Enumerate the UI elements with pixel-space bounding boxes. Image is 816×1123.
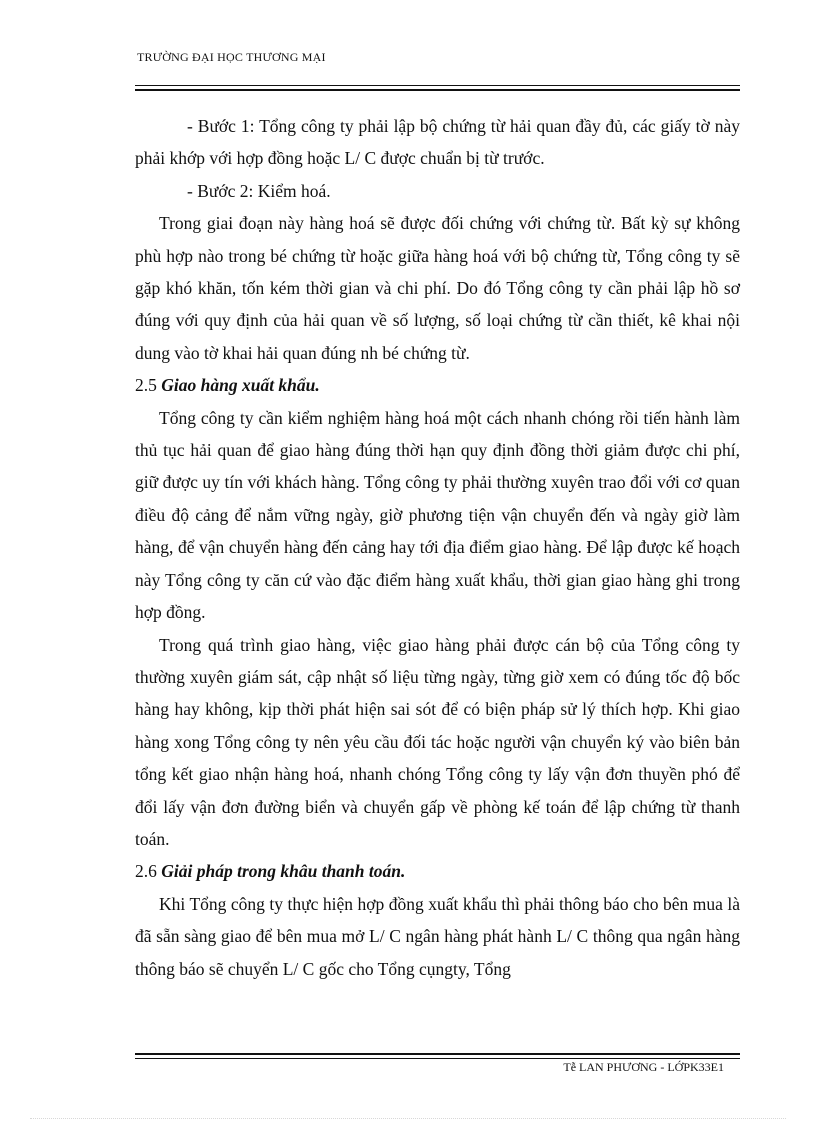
paragraph-3: Trong quá trình giao hàng, việc giao hàng phải được cán bộ của Tổng công ty thường xuyên giám sát, cập nhật số liệu từng ngày, từng giờ xem có đúng tốc độ bốc hàng hay không, kịp thời phát hiện sai sót để có biện pháp sử lý thích hợp. Khi giao hàng xong Tổng công ty nên yêu cầu đối tác hoặc người vận chuyển ký vào biên bản tổng kết giao nhận hàng hoá, nhanh chóng Tổng công ty lấy vận đơn thuyền phó để đổi lấy vận đơn đường biển và chuyển gấp về phòng kế toán để lập chứng từ thanh toán. bbox=[135, 634, 740, 849]
heading-number: 2.6 bbox=[135, 861, 157, 882]
footer-rule-bottom bbox=[135, 1058, 740, 1059]
footer-rule-top bbox=[135, 1053, 740, 1055]
document-body bbox=[135, 110, 740, 985]
step-2: - Bước 2: Kiểm hoá. bbox=[187, 180, 331, 201]
page-edge-dots bbox=[30, 1118, 786, 1119]
step-1: - Bước 1: Tổng công ty phải lập bộ chứng từ hải quan đầy đủ, các giấy tờ này phải khớp với hợp đồng hoặc L/ C được chuẩn bị từ trước. bbox=[135, 116, 740, 169]
footer-author: Tễ LAN PHƯƠNG - LỚPK33E1 bbox=[563, 1060, 724, 1074]
header-rule-bottom bbox=[135, 89, 740, 91]
paragraph-4: Khi Tổng công ty thực hiện hợp đồng xuất khẩu thì phải thông báo cho bên mua là đã sẵn sàng giao để bên mua mở L/ C ngân hàng phát hành L/ C thông qua ngân hàng thông báo sẽ chuyển L/ C gốc cho Tổng cụngty, Tổng bbox=[135, 893, 740, 979]
header-rule-top bbox=[135, 85, 740, 86]
paragraph-2: Tổng công ty cần kiểm nghiệm hàng hoá một cách nhanh chóng rồi tiến hành làm thủ tục hải quan để giao hàng đúng thời hạn quy định đồng thời giảm được chi phí, giữ được uy tín với khách hàng. Tổng công ty phải thường xuyên trao đổi với cơ quan điều độ cảng để nắm vững ngày, giờ phương tiện vận chuyển đến và ngày giờ làm hàng, để vận chuyển hàng đến cảng hay tới địa điểm giao hàng. Để lập được kế hoạch này Tổng công ty căn cứ vào đặc điểm hàng xuất khẩu, thời gian giao hàng ghi trong hợp đồng. bbox=[135, 407, 740, 623]
heading-number: 2.5 bbox=[135, 375, 157, 396]
heading-text: Giao hàng xuất khẩu. bbox=[161, 375, 320, 396]
page-header-title: TRƯỜNG ĐẠI HỌC THƯƠNG MẠI bbox=[137, 50, 326, 64]
heading-text: Giải pháp trong khâu thanh toán. bbox=[161, 861, 406, 882]
paragraph-1: Trong giai đoạn này hàng hoá sẽ được đối chứng với chứng từ. Bất kỳ sự không phù hợp nào trong bé chứng từ hoặc giữa hàng hoá với bộ chứng từ, Tổng công ty sẽ gặp khó khăn, tốn kém thời gian và chi phí. Do đó Tổng công ty cần phải lập hồ sơ đúng với quy định của hải quan về số lượng, số loại chứng từ cần thiết, kê khai nội dung vào tờ khai hải quan đúng nh bé chứng từ. bbox=[135, 213, 740, 363]
section-heading-2-6 bbox=[135, 855, 740, 887]
section-heading-2-5 bbox=[135, 369, 740, 401]
